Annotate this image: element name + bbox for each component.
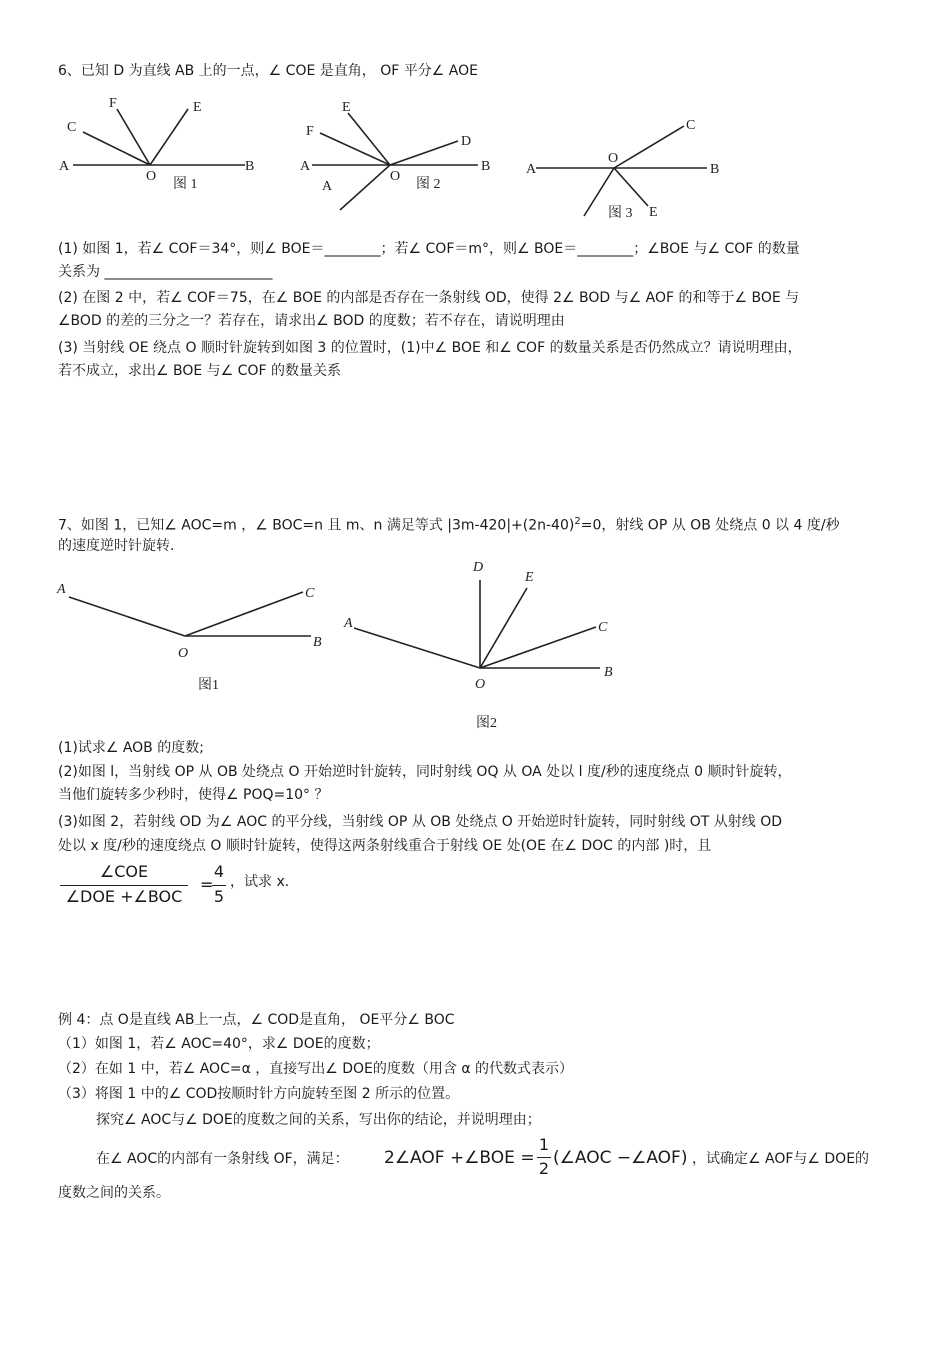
q6f1-label-o: O [146,169,157,184]
q6f3-caption: 图 3 [608,206,633,221]
ex4-part2: （2）在如 1 中，若∠ AOC=α ，直接写出∠ DOE的度数（用含 α 的代数式表示） [58,1061,574,1077]
q7-stem-line1 [58,513,840,535]
q6f2-label-d: D [461,134,472,149]
q6f1-caption: 图 1 [173,177,198,192]
q7-fraction-numerator: ∠COE [99,862,149,881]
q6f3-label-e: E [649,205,658,220]
q7f1-caption: 图1 [198,678,219,693]
ex4-part3-ii-prefix: 在∠ AOC的内部有一条射线 OF，满足： [96,1151,349,1167]
q7f2-label-a: A [344,616,353,631]
ex4-part1: （1）如图 1，若∠ AOC=40°，求∠ DOE的度数； [58,1036,380,1052]
q7f1-label-b: B [313,635,322,650]
ex4-formula-left: 2∠AOF +∠BOE = [384,1148,535,1168]
q7f2-label-o: O [475,677,486,692]
q7-tail: ，试求 x. [230,874,290,890]
q7-part3-line2: 处以 x 度/秒的速度绕点 O 顺时针旋转，使得这两条射线重合于射线 OE 处(OE 在∠ DOC 的内部 )时，且 [58,838,712,854]
ex4-part3-ii-suffix: ，试确定∠ AOF与∠ DOE的 [692,1151,870,1167]
q6f2-label-e: E [342,100,351,115]
q7f2-label-e: E [525,570,534,585]
q6f2-label-a: A [300,159,311,174]
q7-part2-line1: (2)如图 l，当射线 OP 从 OB 处绕点 O 开始逆时针旋转，同时射线 OQ 从 OA 处以 l 度/秒的速度绕点 0 顺时针旋转， [58,764,792,780]
q7-fraction-denominator: ∠DOE +∠BOC [65,887,183,906]
q7-stem-a2: =0，射线 OP 从 OB 处绕点 0 以 4 度/秒 [580,517,840,534]
q7f1-label-c: C [305,586,315,601]
q7f1-label-o: O [178,646,189,661]
ex4-half-denominator: 2 [538,1159,550,1178]
q7-stem-a: 7、如图 1，已知∠ AOC=m ，∠ BOC=n 且 m、n 满足等式 |3m-420|+(2n-40) [58,517,575,534]
q6-figure-1 [55,95,270,200]
q7-figure-1 [55,575,340,700]
q7-stem-sup: 2 [574,516,581,527]
q6f2-label-b: B [481,159,491,174]
q6f3-label-a: A [526,162,537,177]
q7f2-caption: 图2 [476,716,497,731]
q6-part2-line1: (2) 在图 2 中，若∠ COF＝75，在∠ BOE 的内部是否存在一条射线 OD，使得 2∠ BOD 与∠ AOF 的和等于∠ BOE 与 [58,290,800,306]
q6-part3-line2: 若不成立，求出∠ BOE 与∠ COF 的数量关系 [58,363,341,379]
q6f3-label-o: O [608,151,619,166]
q6-figure-3 [522,108,727,223]
q6-stem: 6、已知 D 为直线 AB 上的一点，∠ COE 是直角， OF 平分∠ AOE [58,63,478,79]
q6-part3-line1: (3) 当射线 OE 绕点 O 顺时针旋转到如图 3 的位置时，(1)中∠ BOE 和∠ COF 的数量关系是否仍然成立？请说明理由， [58,340,802,356]
q6f3-label-b: B [710,162,720,177]
q7-rhs-bar [212,885,226,886]
q7-equals: = [200,875,214,894]
ex4-part3: （3）将图 1 中的∠ COD按顺时针方向旋转至图 2 所示的位置。 [58,1086,460,1102]
q6-part1-line1: (1) 如图 1，若∠ COF＝34°，则∠ BOE＝________；若∠ COF＝m°，则∠ BOE＝________；∠BOE 与∠ COF 的数量 [58,241,800,257]
q7-rhs-numerator: 4 [213,862,225,881]
q7-part3-line1: (3)如图 2，若射线 OD 为∠ AOC 的平分线，当射线 OP 从 OB 处绕点 O 开始逆时针旋转，同时射线 OT 从射线 OD [58,814,782,830]
q6f1-label-e: E [193,100,202,115]
q6f2-caption: 图 2 [416,177,441,192]
q6f1-label-b: B [245,159,255,174]
q7-part1: (1)试求∠ AOB 的度数; [58,740,204,756]
ex4-stem: 例 4：点 O是直线 AB上一点，∠ COD是直角， OE平分∠ BOC [58,1012,455,1028]
q7-stem-line2: 的速度逆时针旋转. [58,538,175,554]
q7f2-label-c: C [598,620,608,635]
q6-part1-line2: 关系为 ________________________ [58,264,273,280]
q7f1-label-a: A [57,582,66,597]
q6f2-label-o: O [390,169,401,184]
q6f1-label-a: A [59,159,70,174]
q6f2-label-f: F [306,124,314,139]
q6f2-label-a2: A [322,179,333,194]
q7-part2-line2: 当他们旋转多少秒时，使得∠ POQ=10° ？ [58,787,329,803]
q6-figure-2 [298,95,498,220]
ex4-formula-right: (∠AOC −∠AOF) [553,1148,688,1168]
ex4-part3-i: 探究∠ AOC与∠ DOE的度数之间的关系，写出你的结论，并说明理由； [96,1112,541,1128]
q6f3-label-c: C [686,118,696,133]
q7f2-label-d: D [473,560,484,575]
ex4-half-numerator: 1 [538,1135,550,1154]
ex4-half-bar [537,1157,551,1158]
q6-part2-line2: ∠BOD 的差的三分之一？若存在，请求出∠ BOD 的度数；若不存在，请说明理由 [58,313,565,329]
q7-rhs-denominator: 5 [213,887,225,906]
q6f1-label-f: F [109,96,117,111]
q6f1-label-c: C [67,120,77,135]
q7-fraction-bar [60,885,188,886]
ex4-part3-ii-end: 度数之间的关系。 [58,1185,170,1201]
q7-figure-2 [338,555,623,735]
q7f2-label-b: B [604,665,613,680]
